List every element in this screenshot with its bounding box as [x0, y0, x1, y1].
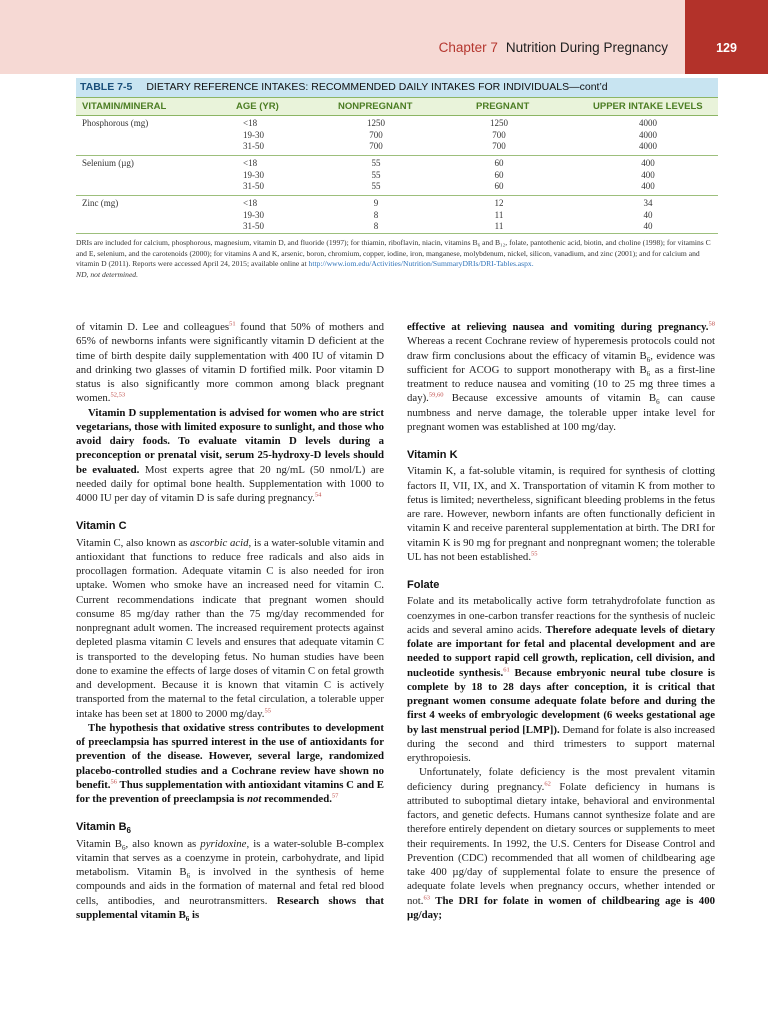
paragraph	[76, 406, 384, 506]
subscript: 6	[186, 872, 191, 881]
running-head	[439, 40, 668, 55]
age-group: <18 19-30 31-50	[243, 118, 264, 151]
pregnant-value: 60 60 60	[494, 158, 504, 191]
chapter-label: Chapter 7	[438, 40, 498, 55]
emphasis-text: Because embryonic neural tube closure is complete by 18 to 28 days after conception, it is critical that pregnant women consume adequate folate before and during the first 4 weeks of embryologic development (6 weeks gestational age by last menstrual period [LMP]).	[407, 666, 716, 736]
subscript: 6	[646, 369, 651, 378]
emphasis-text: The hypothesis that oxidative stress contributes to development of preeclampsia has spurred interest in the use of antioxidants for prevention of the disease. However, several large, randomized placebo-controlled studies and a Cochrane review have shown no benefit.	[76, 721, 384, 791]
age-group: <18 19-30 31-50	[243, 198, 264, 231]
text: found that 50% of mothers and 65% of newborns infants were significantly vitamin D deficient at the time of birth despite daily supplementation with 400 IU of vitamin D and drinking two glasses of vitamin D fortified milk. Poor vitamin D status is also significantly more common among black pregnant women.	[76, 321, 384, 405]
emphasis-text: effective at relieving nausea and vomiting during pregnancy.	[407, 321, 709, 333]
text: Demand for folate is also increased during the second and third trimesters to support maternal erythropoiesis.	[407, 723, 715, 764]
paragraph	[407, 320, 715, 434]
pregnant-value: 12 11 11	[494, 198, 504, 231]
paragraph	[76, 320, 384, 406]
upper-limit-value: 4000 4000 4000	[639, 118, 657, 151]
footnote-text: ND, not determined.	[76, 269, 139, 279]
paragraph	[76, 721, 384, 807]
right-column	[407, 320, 715, 922]
table-header-cell: VITAMIN/MINERAL	[82, 101, 167, 112]
paragraph	[76, 536, 384, 721]
table-header-row	[76, 97, 718, 116]
emphasis-text: recommended.	[261, 793, 332, 805]
nonpregnant-value: 1250 700 700	[367, 118, 385, 151]
paragraph	[407, 765, 715, 922]
nutrient-name: Phosphorous (mg)	[82, 118, 149, 128]
text: of vitamin D. Lee and colleagues	[76, 321, 230, 333]
paragraph	[76, 837, 384, 923]
text: is involved in the synthesis of heme compounds and aids in the formation of maternal and fetal red blood cells, antibodies, and neurotransmitters.	[76, 866, 384, 907]
paragraph	[407, 464, 715, 564]
citation-ref[interactable]: 52,53	[110, 391, 126, 399]
footnote-text: DRIs are included for calcium, phosphorous, magnesium, vitamin D, and fluoride (1997); for thiamin, riboflavin, niacin, vitamins B₆ and B₁₂, folate, pantothenic acid, biotin, and choline (1998); for vitamins C and E, selenium, and the carotenoids (2000); for vitamins A and K, arsenic, boron, chromium, copper, iodine, iron, manganese, molybdenum, nickel, silicon, vanadium, and zinc (2001); and for calcium and vitamin D (2011). Reports were accessed April 24, 2015; available online at	[76, 238, 711, 269]
text: can cause numbness and nerve damage, the tolerable upper intake level for pregnant women was established at 100 mg/day.	[407, 392, 715, 433]
text: Vitamin K, a fat-soluble vitamin, is required for synthesis of clotting factors II, VII, IX, and X. Transportation of vitamin K from mother to fetus is limited; nevertheless, significant bleeding problems in the fetus are rare. However, newborn infants are often functionally deficient in vitamin K and receive parenteral supplementation at birth. The DRI for vitamin K is 90 mg for pregnant and nonpregnant women; the tolerable UL has not been established.	[407, 465, 715, 563]
text: as a first-line treatment to reduce nausea and vomiting (10 to 25 mg three times a day).	[407, 363, 715, 405]
table-header-cell: PREGNANT	[476, 101, 530, 112]
footnote	[76, 238, 718, 270]
page-number-box	[685, 0, 768, 74]
footnote-link[interactable]: http://www.iom.edu/Activities/Nutrition/SummaryDRIs/DRI-Tables.aspx.	[308, 259, 534, 269]
citation-ref[interactable]: 56	[110, 778, 117, 786]
citation-ref[interactable]: 62	[544, 779, 551, 787]
upper-limit-value: 400 400 400	[641, 158, 655, 191]
section-heading	[76, 820, 384, 834]
text: Folate and its metabolically active form tetrahydrofolate function as coenzymes in one-carbon transfer reactions for the synthesis of nucleic acids and several amino acids.	[407, 595, 715, 636]
text: Most experts agree that 20 ng/mL (50 nmol/L) are needed daily for optimal bone health. Supplementation with 1000 to 4000 IU per day of vitamin D is safe during pregnancy.	[76, 463, 384, 504]
text: is a water-soluble B-complex vitamin that serves as a coenzyme in protein, carbohydrate, and lipid metabolism. Vitamin B	[76, 837, 384, 878]
citation-ref[interactable]: 57	[331, 792, 339, 800]
emphasis-text: Thus supplementation with antioxidant vitamins C and E for the prevention of preeclampsia is	[76, 778, 384, 805]
italic-text: not	[246, 793, 262, 805]
pregnant-value: 1250 700 700	[490, 118, 508, 151]
age-group: <18 19-30 31-50	[243, 158, 264, 191]
table-row-divider	[76, 155, 718, 156]
citation-ref[interactable]: 59,60	[428, 391, 444, 399]
text: Vitamin B	[76, 837, 123, 850]
section-heading: Vitamin K	[407, 449, 458, 461]
emphasis-text: Therefore adequate levels of dietary folate are important for fetal and placental development and are needed to support rapid cell growth, replication, cell division, and nucleotide synthesis.	[407, 623, 715, 679]
citation-ref[interactable]: 61	[503, 665, 510, 673]
italic-text: ascorbic acid	[190, 536, 249, 549]
text: Because excessive amounts of vitamin B	[443, 392, 657, 405]
text: , evidence was sufficient for ACOG to support monotherapy with B	[407, 349, 715, 376]
subscript: 6	[126, 826, 131, 836]
table-row-divider	[76, 195, 718, 196]
page-header	[0, 0, 768, 74]
table-header-cell: UPPER INTAKE LEVELS	[593, 101, 703, 112]
section-heading: Vitamin C	[76, 520, 127, 533]
table-bottom-rule	[76, 233, 718, 234]
page-number: 129	[716, 41, 737, 55]
table-title: DIETARY REFERENCE INTAKES: RECOMMENDED DAILY INTAKES FOR INDIVIDUALS—cont’d	[146, 81, 608, 93]
table-footnotes	[76, 238, 718, 280]
citation-ref[interactable]: 63	[423, 893, 430, 901]
chapter-title: Nutrition During Pregnancy	[505, 40, 668, 55]
emphasis-text: Research shows that supplemental vitamin B	[76, 894, 384, 921]
heading-text: Vitamin B	[76, 821, 127, 834]
subscript: 6	[122, 843, 126, 852]
text: Whereas a recent Cochrane review of hyperemesis protocols could not draw firm conclusions about the efficacy of vitamin B	[407, 335, 715, 362]
subscript: 6	[656, 398, 660, 407]
italic-text: pyridoxine,	[200, 837, 250, 850]
text: , is a water-soluble vitamin and antioxidant that functions to reduce free radicals and also aids in procollagen formation. Adequate vitamin C is also needed for iron uptake. Women who smoke have an increased need for vitamin C. Current recommendations indicate that pregnant women should consume 85 mg/day rather than the 75 mg/day recommended for nonpregnant adult women. The increased requirement protects against depleted plasma vitamin C levels and ensures that adequate vitamin C is transported to the developing fetus. No human studies have been done to examine the effects of large doses of vitamin C on fetal growth and development. Because it is known that vitamin C is actively transported from the maternal to the fetal circulation, a tolerable upper intake has been set at 1800 to 2000 mg/day.	[76, 536, 384, 720]
subscript: 6	[185, 914, 190, 923]
citation-ref[interactable]: 55	[531, 550, 538, 558]
paragraph	[407, 594, 715, 765]
left-column	[76, 320, 384, 922]
emphasis-text: The DRI for folate in women of childbearing age is 400 µg/day;	[407, 894, 715, 921]
text: Vitamin C, also known as	[76, 536, 191, 549]
table-number: TABLE 7-5	[80, 81, 133, 93]
emphasis-text: Vitamin D supplementation is advised for women who are strict vegetarians, those with limited exposure to sunlight, and those who avoid dairy foods. To evaluate vitamin D levels during a preconception or prenatal visit, serum 25-hydroxy-D levels should be evaluated.	[76, 406, 384, 476]
citation-ref[interactable]: 58	[708, 320, 715, 328]
nutrient-name: Selenium (µg)	[82, 158, 134, 168]
text: Folate deficiency in humans is attributed to suboptimal dietary intake, behavioral and environmental factors, and genetic defects. Humans cannot synthesize folate and are therefore entirely dependent on dietary sources or supplements to meet their requirements. In 1992, the U.S. Centers for Disease Control and Prevention (CDC) recommended that all women of childbearing age take 400 µg/day of supplemental folate to ensure the presence of adequate folate levels when pregnancy occurs, whether intended or not.	[407, 780, 715, 907]
citation-ref[interactable]: 54	[314, 491, 322, 499]
upper-limit-value: 34 40 40	[643, 198, 653, 231]
subscript: 6	[646, 355, 651, 364]
table-caption	[76, 78, 718, 97]
text: Unfortunately, folate deficiency is the most prevalent vitamin deficiency during pregnancy.	[407, 766, 715, 793]
table-header-cell: AGE (YR)	[236, 101, 279, 112]
nonpregnant-value: 55 55 55	[371, 158, 381, 191]
citation-ref[interactable]: 51	[229, 320, 236, 328]
section-heading: Folate	[407, 579, 440, 591]
nonpregnant-value: 9 8 8	[373, 198, 379, 231]
table-header-cell: NONPREGNANT	[338, 101, 413, 112]
footnote	[76, 270, 718, 281]
emphasis-text: is	[189, 908, 200, 921]
nutrient-name: Zinc (mg)	[82, 198, 119, 208]
text: , also known as	[125, 837, 201, 850]
citation-ref[interactable]: 55	[264, 706, 272, 714]
